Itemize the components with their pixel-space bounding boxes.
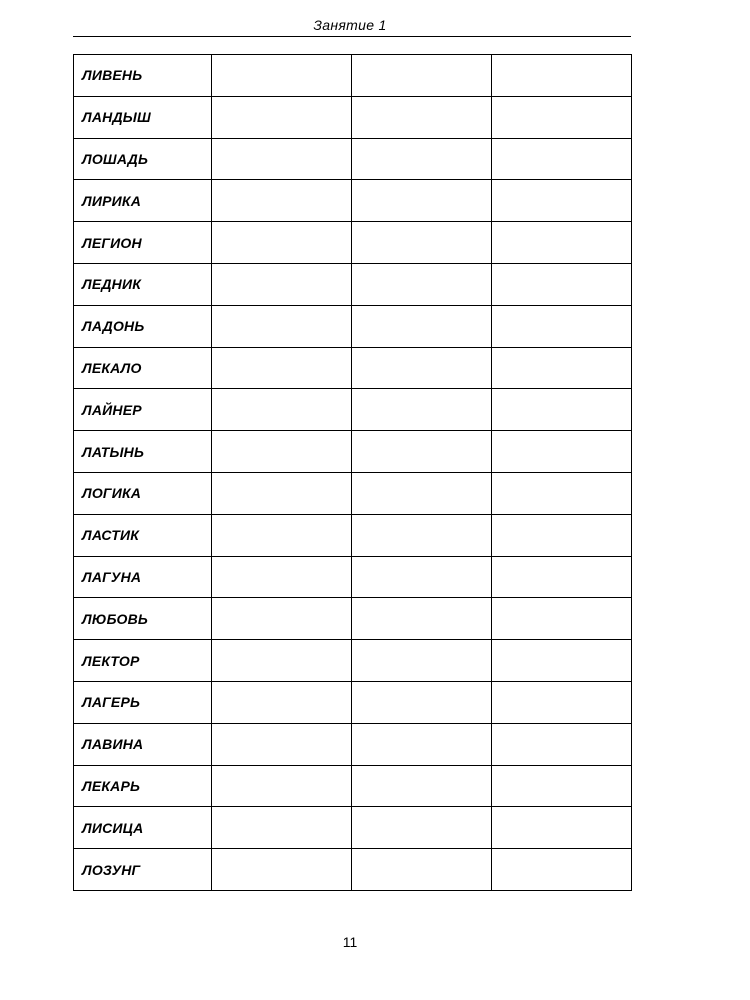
answer-cell[interactable] <box>352 556 492 598</box>
word-cell: ЛАВИНА <box>74 723 212 765</box>
answer-cell[interactable] <box>212 849 352 891</box>
table-row <box>74 431 632 473</box>
table-row <box>74 347 632 389</box>
answer-cell[interactable] <box>352 55 492 97</box>
answer-cell[interactable] <box>352 263 492 305</box>
word-cell: ЛЕКАЛО <box>74 347 212 389</box>
table-row <box>74 55 632 97</box>
answer-cell[interactable] <box>492 765 632 807</box>
answer-cell[interactable] <box>352 807 492 849</box>
word-cell: ЛАНДЫШ <box>74 96 212 138</box>
table-row <box>74 514 632 556</box>
answer-cell[interactable] <box>352 640 492 682</box>
answer-cell[interactable] <box>212 681 352 723</box>
answer-cell[interactable] <box>352 305 492 347</box>
answer-cell[interactable] <box>212 389 352 431</box>
answer-cell[interactable] <box>212 472 352 514</box>
table-row <box>74 556 632 598</box>
answer-cell[interactable] <box>352 222 492 264</box>
answer-cell[interactable] <box>492 138 632 180</box>
answer-cell[interactable] <box>492 640 632 682</box>
word-cell: ЛИВЕНЬ <box>74 55 212 97</box>
answer-cell[interactable] <box>212 55 352 97</box>
table-row <box>74 807 632 849</box>
table-row <box>74 472 632 514</box>
answer-cell[interactable] <box>352 180 492 222</box>
answer-cell[interactable] <box>212 305 352 347</box>
answer-cell[interactable] <box>352 347 492 389</box>
word-cell: ЛЕДНИК <box>74 263 212 305</box>
answer-cell[interactable] <box>492 807 632 849</box>
word-cell: ЛЕКАРЬ <box>74 765 212 807</box>
answer-cell[interactable] <box>492 556 632 598</box>
table-row <box>74 389 632 431</box>
answer-cell[interactable] <box>212 807 352 849</box>
word-cell: ЛАТЫНЬ <box>74 431 212 473</box>
table-row <box>74 765 632 807</box>
word-cell: ЛЮБОВЬ <box>74 598 212 640</box>
answer-cell[interactable] <box>352 389 492 431</box>
table-row <box>74 723 632 765</box>
answer-cell[interactable] <box>352 723 492 765</box>
answer-cell[interactable] <box>352 472 492 514</box>
answer-cell[interactable] <box>212 138 352 180</box>
answer-cell[interactable] <box>212 514 352 556</box>
answer-cell[interactable] <box>492 681 632 723</box>
table-row <box>74 180 632 222</box>
table-row <box>74 849 632 891</box>
answer-cell[interactable] <box>492 305 632 347</box>
answer-cell[interactable] <box>212 640 352 682</box>
answer-cell[interactable] <box>212 431 352 473</box>
header-divider <box>73 36 631 37</box>
table-row <box>74 598 632 640</box>
word-cell: ЛОГИКА <box>74 472 212 514</box>
answer-cell[interactable] <box>492 723 632 765</box>
word-cell: ЛАДОНЬ <box>74 305 212 347</box>
answer-cell[interactable] <box>212 263 352 305</box>
page-header-title: Занятие 1 <box>313 17 387 33</box>
word-cell: ЛИРИКА <box>74 180 212 222</box>
answer-cell[interactable] <box>492 263 632 305</box>
answer-cell[interactable] <box>492 222 632 264</box>
answer-cell[interactable] <box>212 598 352 640</box>
answer-cell[interactable] <box>212 556 352 598</box>
answer-cell[interactable] <box>212 723 352 765</box>
word-cell: ЛАЙНЕР <box>74 389 212 431</box>
answer-cell[interactable] <box>352 681 492 723</box>
answer-cell[interactable] <box>352 765 492 807</box>
page-number: 11 <box>342 934 358 950</box>
answer-cell[interactable] <box>352 849 492 891</box>
table-row <box>74 305 632 347</box>
word-cell: ЛАСТИК <box>74 514 212 556</box>
answer-cell[interactable] <box>492 96 632 138</box>
table-row <box>74 138 632 180</box>
answer-cell[interactable] <box>212 347 352 389</box>
word-table-body <box>74 55 632 891</box>
answer-cell[interactable] <box>492 55 632 97</box>
answer-cell[interactable] <box>352 598 492 640</box>
answer-cell[interactable] <box>492 849 632 891</box>
answer-cell[interactable] <box>492 514 632 556</box>
answer-cell[interactable] <box>352 96 492 138</box>
word-cell: ЛИСИЦА <box>74 807 212 849</box>
table-row <box>74 640 632 682</box>
answer-cell[interactable] <box>352 431 492 473</box>
answer-cell[interactable] <box>352 138 492 180</box>
table-row <box>74 681 632 723</box>
word-cell: ЛЕКТОР <box>74 640 212 682</box>
answer-cell[interactable] <box>492 180 632 222</box>
table-row <box>74 263 632 305</box>
answer-cell[interactable] <box>492 472 632 514</box>
word-cell: ЛАГЕРЬ <box>74 681 212 723</box>
answer-cell[interactable] <box>212 222 352 264</box>
word-cell: ЛОШАДЬ <box>74 138 212 180</box>
answer-cell[interactable] <box>492 431 632 473</box>
answer-cell[interactable] <box>352 514 492 556</box>
answer-cell[interactable] <box>492 347 632 389</box>
word-cell: ЛОЗУНГ <box>74 849 212 891</box>
word-cell: ЛЕГИОН <box>74 222 212 264</box>
answer-cell[interactable] <box>212 180 352 222</box>
answer-cell[interactable] <box>492 389 632 431</box>
answer-cell[interactable] <box>212 96 352 138</box>
table-row <box>74 222 632 264</box>
word-table <box>73 54 632 891</box>
answer-cell[interactable] <box>492 598 632 640</box>
word-cell: ЛАГУНА <box>74 556 212 598</box>
answer-cell[interactable] <box>212 765 352 807</box>
table-row <box>74 96 632 138</box>
